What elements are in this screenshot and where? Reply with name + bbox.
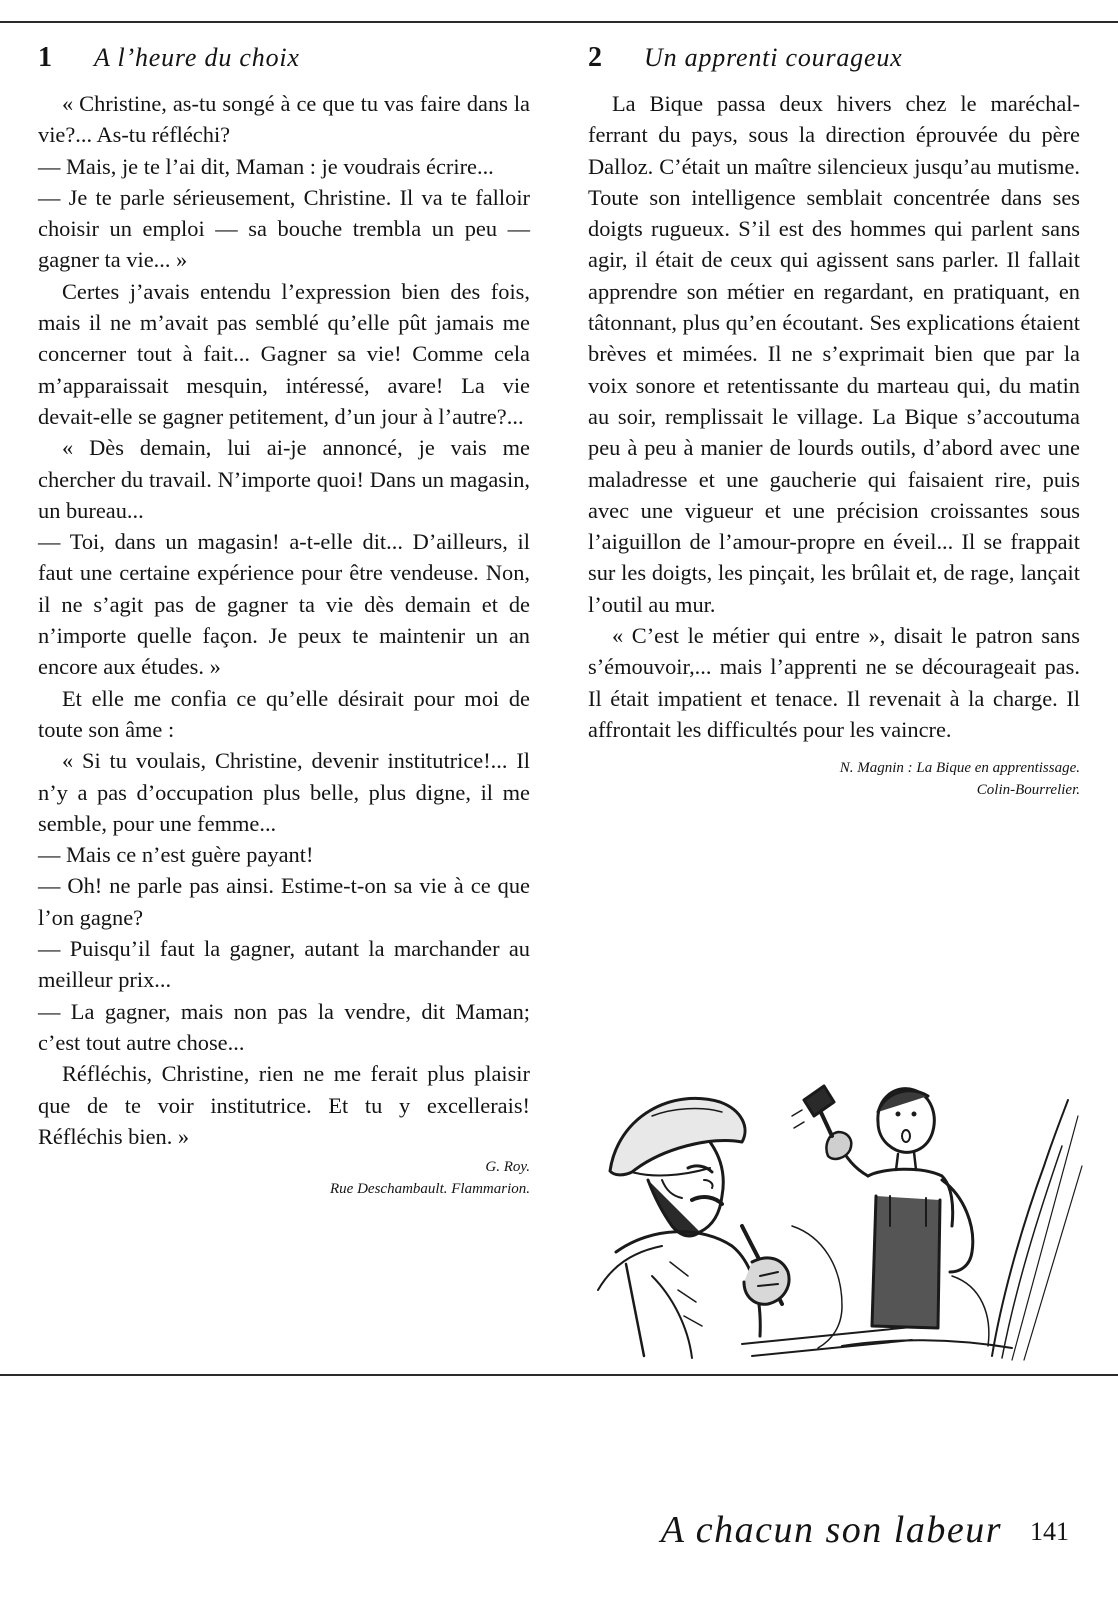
- paragraph: — Toi, dans un magasin! a-t-elle dit... D’ailleurs, il faut une certaine expérience pour être vendeuse. Non, il ne s’agit pas de gagner ta vie dès demain et de n’importe quelle façon. Je peux te maintenir un an encore aux études. »: [38, 529, 530, 680]
- paragraph: Réfléchis, Christine, rien ne me ferait plus plaisir que de te voir institutrice. Et tu y excellerais! Réfléchis bien. »: [38, 1061, 530, 1149]
- paragraph: Et elle me confia ce qu’elle désirait pour moi de toute son âme :: [38, 685, 530, 742]
- section-2-credit-line-2: Colin-Bourrelier.: [976, 782, 1080, 799]
- paragraph: La Bique passa deux hivers chez le maréchal-ferrant du pays, sous la direction éprouvée du père Dalloz. C’était un maître silencieux jusqu’au mutisme. Toute son intelligence semblait concentrée dans ses doigts rugueux. S’il est des hommes qui parlent sans agir, il était de ceux qui agissent sans parler. Il fallait apprendre son métier en regardant, en pratiquant, en tâtonnant, plus qu’en écoutant. Ses explications étaient brèves et mimées. Il ne s’exprimait bien que par la voix sonore et retentissante du marteau qui, du matin au soir, remplissait le village. La Bique s’accoutuma peu à peu à manier de lourds outils, d’abord avec une maladresse et une gaucherie qui faisaient rire, puis avec une vigueur et une précision croissantes sous l’aiguillon de l’amour-propre en éveil... Il se frappait sur les doigts, les pinçait, les brûlait et, de rage, lançait l’outil au mur.: [588, 91, 1080, 617]
- section-2: [588, 38, 1080, 801]
- section-2-credit-line-1: N. Magnin : La Bique en apprentissage.: [839, 760, 1080, 777]
- section-2-title: Un apprenti courageux: [644, 43, 903, 72]
- top-rule: [0, 21, 1118, 23]
- section-1-heading: [38, 38, 530, 78]
- blacksmith-drawing: [592, 1076, 1088, 1366]
- section-1-number: 1: [38, 42, 52, 73]
- bottom-rule: [0, 1374, 1118, 1376]
- paragraph: « Si tu voulais, Christine, devenir institutrice!... Il n’y a pas d’occupation plus belle, plus digne, il me semble, pour une femme...: [38, 748, 530, 836]
- section-1-text: [38, 88, 530, 1152]
- blacksmith-illustration: [592, 1076, 1088, 1366]
- paragraph: Certes j’avais entendu l’expression bien des fois, mais il ne m’avait pas semblé qu’elle pût jamais me concerner tout à fait... Gagner sa vie! Comme cela m’apparaissait mesquin, intéressé, avare! La vie devait-elle se gagner petitement, d’un jour à l’autre?...: [38, 278, 530, 429]
- section-2-heading: [588, 38, 1080, 78]
- section-2-number: 2: [588, 42, 602, 73]
- section-1-source: Rue Deschambault. Flammarion.: [330, 1181, 530, 1198]
- paragraph: « Dès demain, lui ai-je annoncé, je vais me chercher du travail. N’importe quoi! Dans un magasin, un bureau...: [38, 435, 530, 523]
- paragraph: — Mais ce n’est guère payant!: [38, 842, 314, 868]
- paragraph: « Christine, as-tu songé à ce que tu vas faire dans la vie?... As-tu réfléchi?: [38, 91, 530, 148]
- paragraph: — Je te parle sérieusement, Christine. Il va te falloir choisir un emploi — sa bouche trembla un peu — gagner ta vie... »: [38, 184, 530, 273]
- section-1: [38, 38, 530, 1200]
- paragraph: — Puisqu’il faut la gagner, autant la marchander au meilleur prix...: [38, 936, 530, 993]
- paragraph: — La gagner, mais non pas la vendre, dit Maman; c’est tout autre chose...: [38, 998, 530, 1055]
- section-2-text: [588, 88, 1080, 745]
- paragraph: — Mais, je te l’ai dit, Maman : je voudrais écrire...: [38, 153, 494, 179]
- paragraph: — Oh! ne parle pas ainsi. Estime-t-on sa vie à ce que l’on gagne?: [38, 873, 530, 930]
- page-number: 141: [1030, 1517, 1069, 1546]
- running-footer-title: A chacun son labeur: [660, 1509, 1002, 1551]
- paragraph: « C’est le métier qui entre », disait le patron sans s’émouvoir,... mais l’apprenti ne se décourageait pas. Il était impatient et tenace. Il revenait à la charge. Il affrontait les difficultés pour les vaincre.: [588, 623, 1080, 742]
- section-1-title: A l’heure du choix: [94, 43, 300, 72]
- section-1-author: G. Roy.: [485, 1159, 530, 1176]
